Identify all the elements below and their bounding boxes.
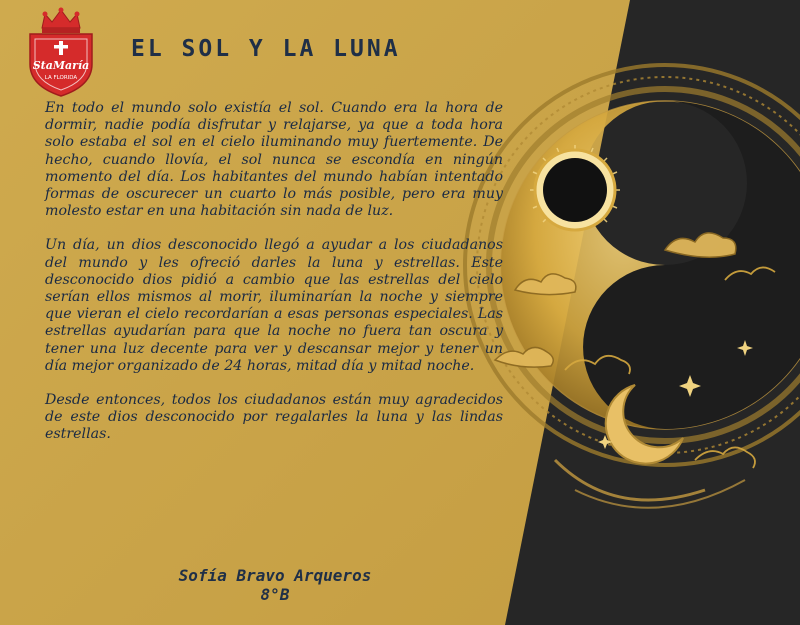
page-title: EL SOL Y LA LUNA: [131, 36, 401, 62]
logo-subtitle: LA FLORIDA: [44, 75, 78, 81]
sun-moon-illustration: [455, 40, 800, 625]
author-signature: [90, 566, 460, 604]
story-paragraph: Desde entonces, todos los ciudadanos están muy agradecidos de este dios desconocido por regalarles la luna y las lindas estrellas.: [45, 392, 503, 443]
logo-name: StaMaría: [32, 59, 90, 72]
story-body: [45, 100, 503, 461]
story-paragraph: Un día, un dios desconocido llegó a ayudar a los ciudadanos del mundo y les ofreció darles la luna y estrellas. Este desconocido dios pidió a cambio que las estrellas del cielo serían ellos mismos al morir, iluminarían la noche y siempre que vieran el cielo recordarían a esas personas especiales. Las estrellas ayudarían para que la noche no fuera tan oscura y tener una luz decente para ver y descansar mejor y tener un día mejor organizado de 24 horas, mitad día y mitad noche.: [45, 237, 503, 374]
author-name: Sofía Bravo Arqueros: [178, 566, 372, 585]
author-grade: 8°B: [260, 585, 290, 604]
story-paragraph: En todo el mundo solo existía el sol. Cuando era la hora de dormir, nadie podía disfrutar y relajarse, ya que a toda hora solo estaba el sol en el cielo iluminando muy fuertemente. De hecho, cuando llovía, el sol nunca se escondía en ningún momento del día. Los habitantes del mundo habían intentado formas de oscurecer un cuarto lo más posible, pero era muy molesto estar en una habitación sin nada de luz.: [45, 100, 503, 220]
school-crest-logo: [22, 6, 100, 98]
